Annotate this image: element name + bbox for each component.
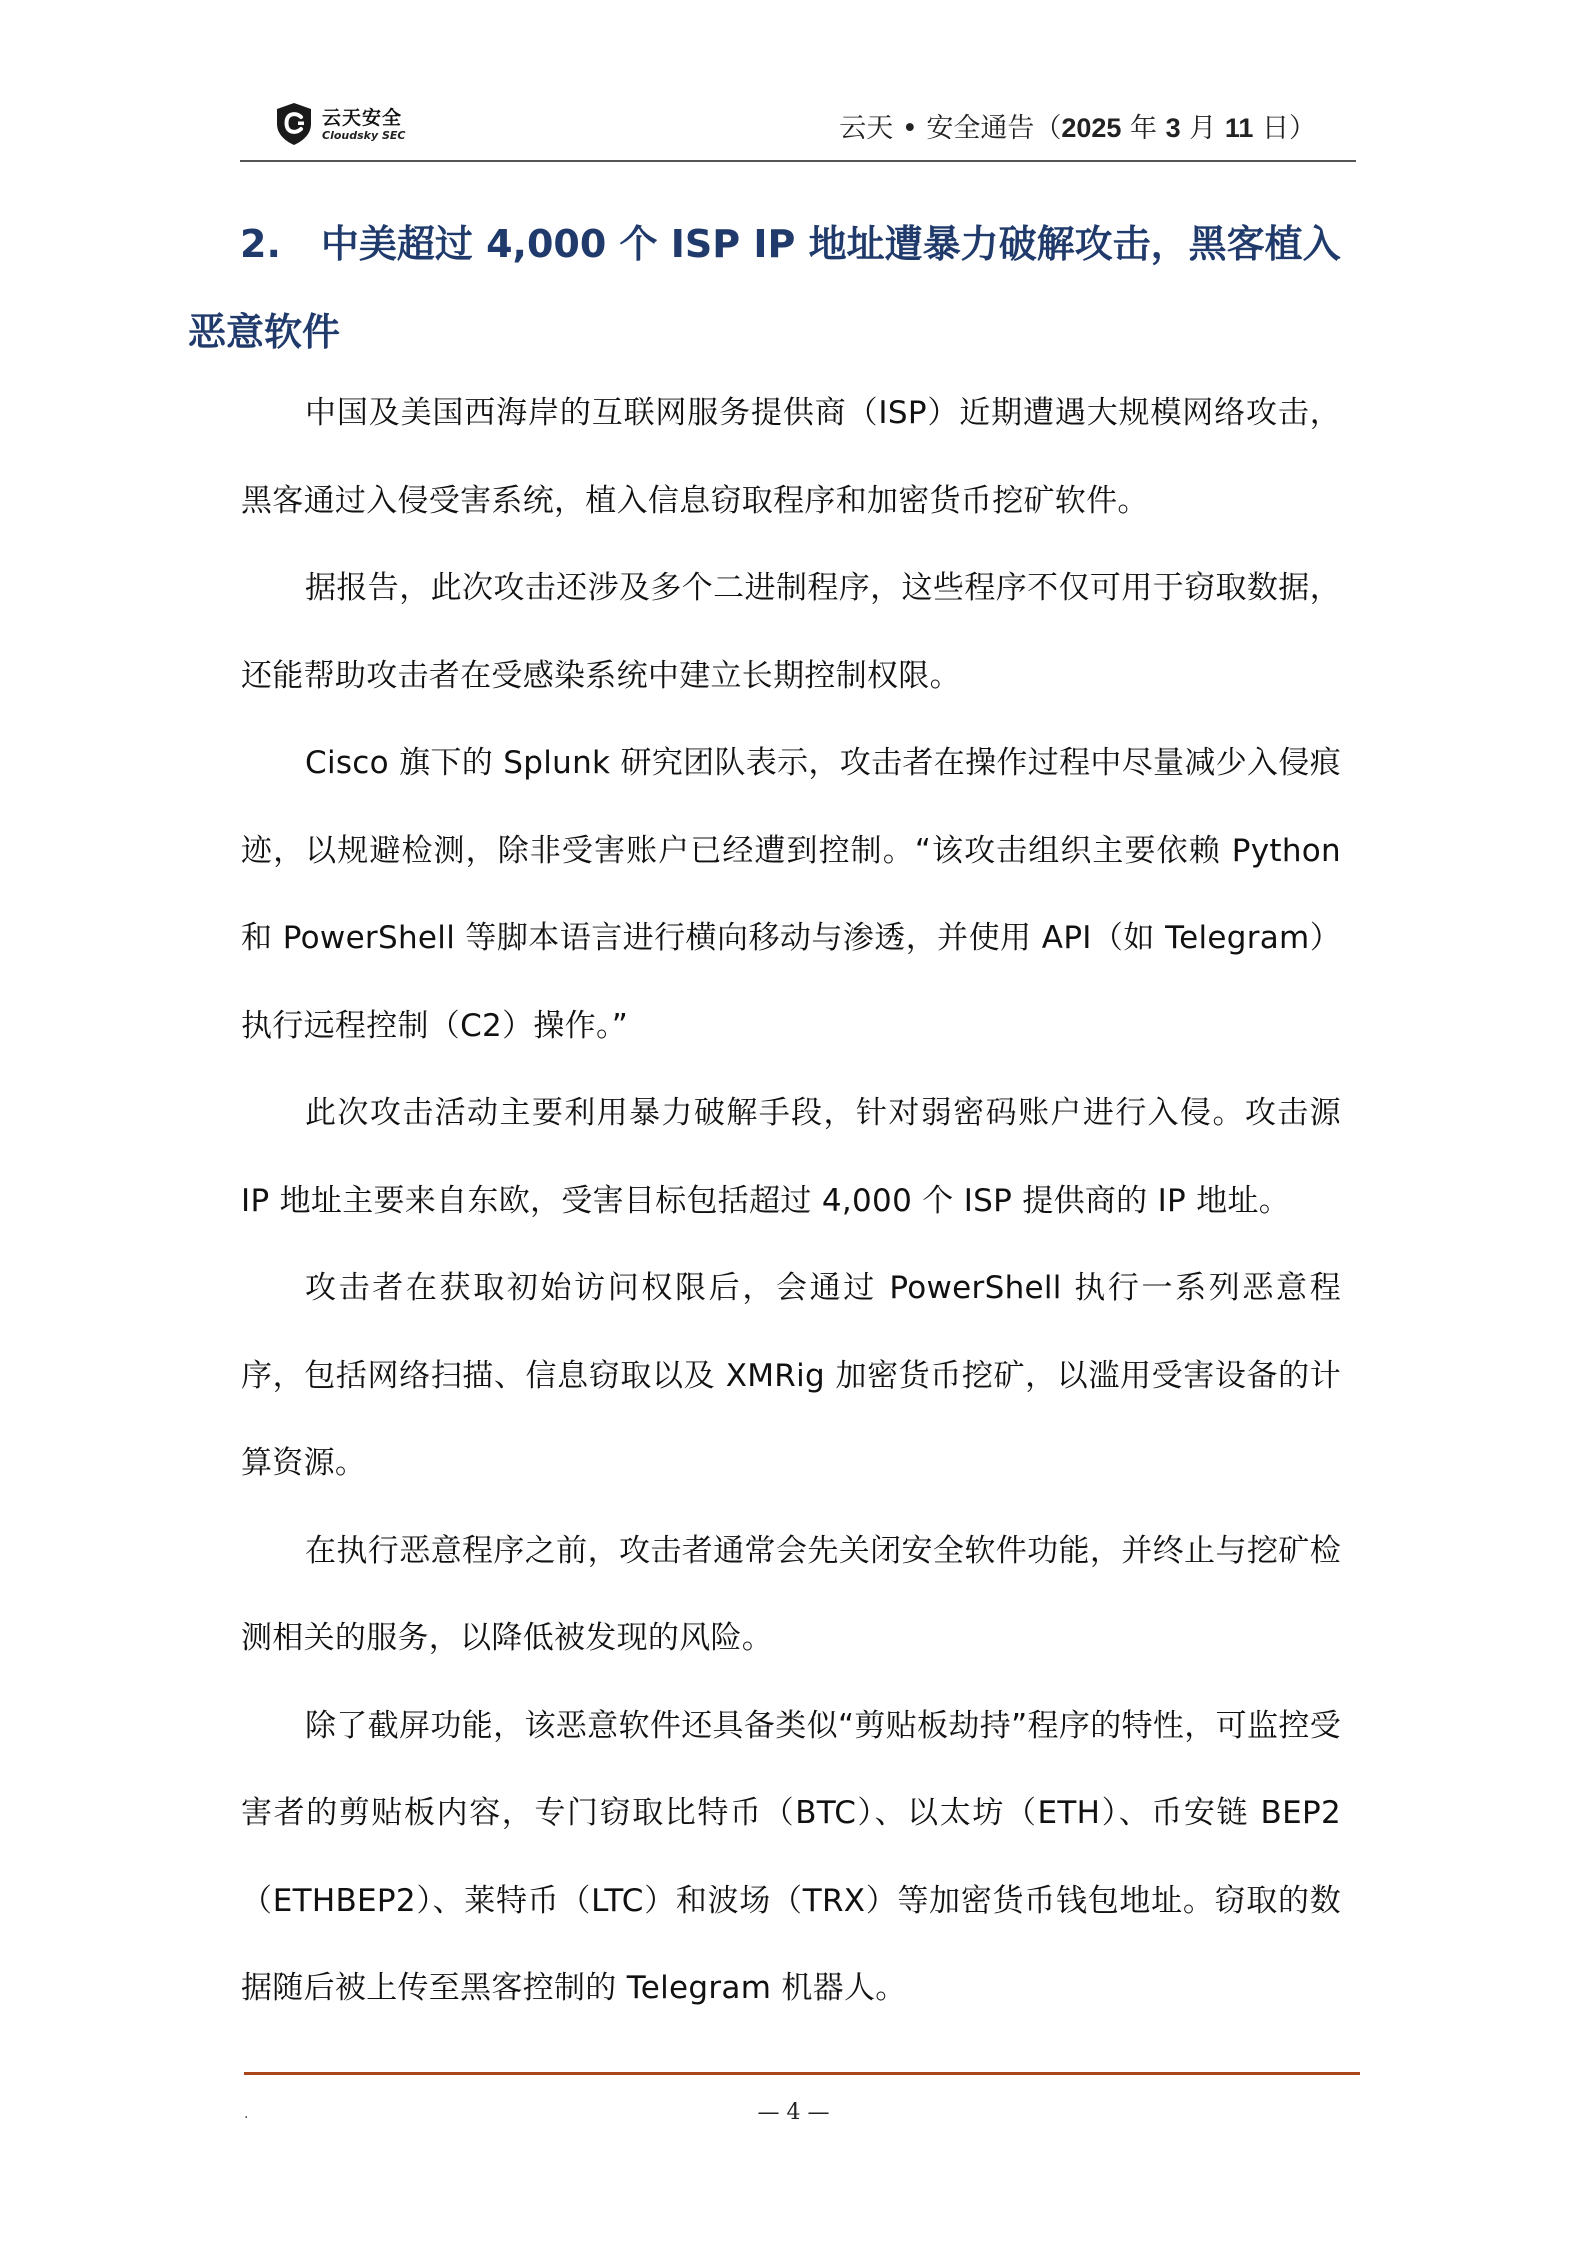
- logo-english-text: Cloudsky SEC: [322, 128, 406, 142]
- article-number: 2.: [240, 222, 281, 266]
- bulletin-month: 3: [1165, 113, 1181, 143]
- paragraph: 攻击者在获取初始访问权限后，会通过 PowerShell 执行一系列恶意程序，包括网络扫描、信息窃取以及 XMRig 加密货币挖矿，以滥用受害设备的计算资源。: [241, 1270, 1341, 1481]
- bulletin-day-unit: 日）: [1262, 113, 1316, 144]
- header-divider: [240, 160, 1356, 162]
- bulletin-year: 2025: [1061, 113, 1122, 143]
- bulletin-day: 11: [1224, 113, 1254, 143]
- page-number: — 4 —: [757, 2100, 830, 2125]
- company-logo: [274, 100, 405, 148]
- paragraph: 在执行恶意程序之前，攻击者通常会先关闭安全软件功能，并终止与挖矿检测相关的服务，以降低被发现的风险。: [241, 1532, 1341, 1656]
- article-title-text: 中美超过 4,000 个 ISP IP 地址遭暴力破解攻击，黑客植入恶意软件: [188, 222, 1341, 354]
- paragraph: 中国及美国西海岸的互联网服务提供商（ISP）近期遭遇大规模网络攻击，黑客通过入侵受害系统，植入信息窃取程序和加密货币挖矿软件。: [241, 395, 1341, 519]
- bulletin-month-unit: 月: [1189, 113, 1217, 144]
- footer-divider: [244, 2072, 1360, 2075]
- paragraph: 据报告，此次攻击还涉及多个二进制程序，这些程序不仅可用于窃取数据，还能帮助攻击者在受感染系统中建立长期控制权限。: [241, 570, 1341, 694]
- logo-chinese-text: 云天安全: [322, 106, 403, 129]
- bulletin-header-title: [839, 112, 1316, 145]
- paragraph: 此次攻击活动主要利用暴力破解手段，针对弱密码账户进行入侵。攻击源 IP 地址主要来自东欧，受害目标包括超过 4,000 个 ISP 提供商的 IP 地址。: [241, 1095, 1341, 1219]
- article-title: [188, 200, 1348, 376]
- paragraph: Cisco 旗下的 Splunk 研究团队表示，攻击者在操作过程中尽量减少入侵痕迹，以规避检测，除非受害账户已经遭到控制。“该攻击组织主要依赖 Python 和 PowerShell 等脚本语言进行横向移动与渗透，并使用 API（如 Telegram）执行远程控制（C2）操作。”: [241, 745, 1341, 1044]
- bulletin-year-unit: 年: [1130, 113, 1158, 144]
- page-header: [240, 96, 1356, 160]
- shield-logo-icon: [274, 102, 314, 146]
- footer-dot: .: [244, 2106, 249, 2122]
- paragraph: 除了截屏功能，该恶意软件还具备类似“剪贴板劫持”程序的特性，可监控受害者的剪贴板内容，专门窃取比特币（BTC）、以太坊（ETH）、币安链 BEP2（ETHBEP2）、莱特币（LTC）和波场（TRX）等加密货币钱包地址。窃取的数据随后被上传至黑客控制的 Telegram 机器人。: [241, 1707, 1341, 2006]
- bulletin-prefix: 云天 • 安全通告（: [839, 113, 1062, 144]
- article-body: [241, 370, 1341, 2033]
